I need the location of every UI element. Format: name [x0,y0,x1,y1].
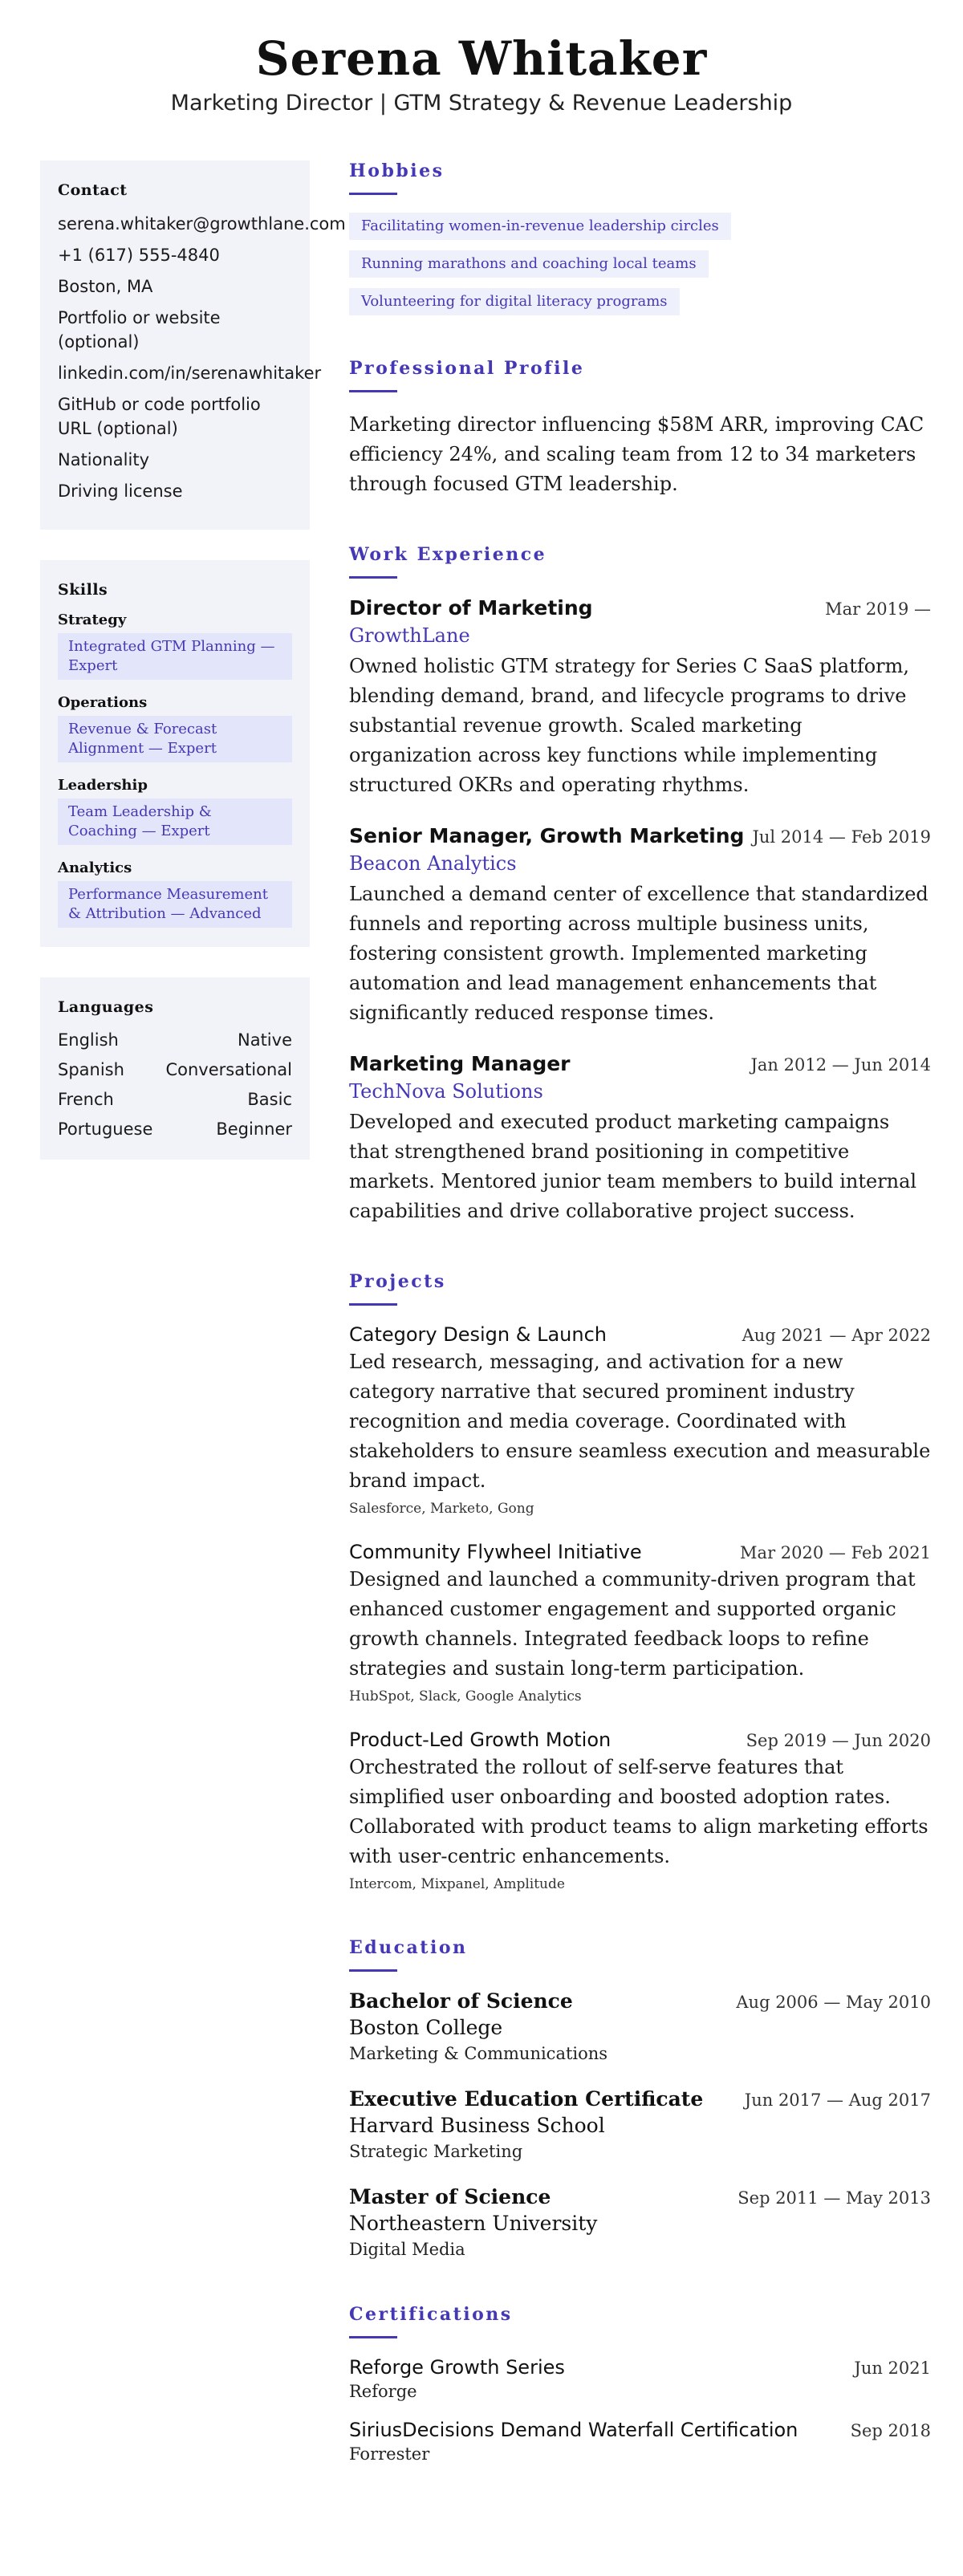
project-dates: Mar 2020 — Feb 2021 [740,1543,931,1562]
job-description: Developed and executed product marketing campaigns that strengthened brand positioning in competitive markets. Mentored junior team members to build internal capabilities and drive collaborative project success. [349,1111,917,1222]
experience-entry [349,1052,931,1226]
contact-linkedin[interactable]: linkedin.com/in/serenawhitaker [58,364,322,383]
certification-entry [349,2356,931,2401]
candidate-headline: Marketing Director | GTM Strategy & Revenue Leadership [170,90,793,116]
company-name: Beacon Analytics [349,852,517,875]
hobby-chip: Facilitating women-in-revenue leadership circles [349,213,731,240]
education-dates: Aug 2006 — May 2010 [736,1993,931,2012]
projects-section [349,1271,931,1892]
language-name: French [58,1090,114,1109]
hobby-chip: Running marathons and coaching local teams [349,250,709,278]
degree-name: Executive Education Certificate [349,2087,704,2111]
education-section [349,1937,931,2259]
school-name: Harvard Business School [349,2114,605,2137]
project-tools: HubSpot, Slack, Google Analytics [349,1688,582,1704]
language-level: Native [238,1030,292,1050]
education-dates: Sep 2011 — May 2013 [737,2188,931,2208]
section-title: Projects [349,1271,446,1292]
contact-github[interactable]: GitHub or code portfolio URL (optional) [58,395,261,438]
company-name: GrowthLane [349,624,470,647]
contact-email[interactable]: serena.whitaker@growthlane.com [58,214,346,234]
project-tools: Intercom, Mixpanel, Amplitude [349,1876,565,1892]
certification-issuer: Reforge [349,2382,417,2401]
skill-chip: Integrated GTM Planning — Expert [58,633,292,680]
language-level: Conversational [165,1060,292,1079]
languages-title: Languages [58,998,154,1016]
resume-header [0,0,963,120]
section-title: Professional Profile [349,358,585,379]
certification-entry [349,2419,931,2464]
certification-name: Reforge Growth Series [349,2356,565,2379]
main-column [349,160,931,2481]
project-dates: Sep 2019 — Jun 2020 [746,1731,931,1750]
profile-section [349,358,931,499]
language-row [58,1058,292,1081]
language-name: Spanish [58,1060,124,1079]
section-divider [349,2336,397,2338]
certification-date: Jun 2021 [854,2359,931,2378]
job-dates: Jan 2012 — Jun 2014 [750,1055,931,1075]
education-entry [349,2087,931,2161]
project-name: Product-Led Growth Motion [349,1729,612,1751]
company-name: TechNova Solutions [349,1080,543,1103]
skill-group-label: Strategy [58,611,127,628]
sidebar [40,160,346,1190]
project-name: Category Design & Launch [349,1323,607,1346]
language-row [58,1118,292,1140]
field-of-study: Digital Media [349,2240,465,2259]
job-dates: Mar 2019 — [825,599,931,619]
field-of-study: Marketing & Communications [349,2044,608,2063]
profile-summary: Marketing director influencing $58M ARR, improving CAC efficiency 24%, and scaling team from 12 to 34 marketers through focused GTM leadership. [349,413,924,495]
job-title: Director of Marketing [349,596,593,620]
job-description: Launched a demand center of excellence that standardized funnels and reporting across multiple business units, fostering consistent growth. Implemented marketing automation and lead management enhancements that significantly reduced response times. [349,883,928,1024]
skill-group [58,694,292,762]
section-divider [349,1303,397,1306]
candidate-name: Serena Whitaker [255,31,708,86]
skills-title: Skills [58,581,108,599]
project-entry [349,1323,931,1517]
skill-group [58,859,292,928]
education-entry [349,1989,931,2063]
certification-name: SiriusDecisions Demand Waterfall Certification [349,2419,798,2441]
certification-issuer: Forrester [349,2444,430,2464]
section-divider [349,1969,397,1972]
skill-chip: Team Leadership & Coaching — Expert [58,798,292,845]
project-description: Led research, messaging, and activation for a new category narrative that secured prominent industry recognition and media coverage. Coordinated with stakeholders to ensure seamless execution and measurable brand impact. [349,1351,931,1492]
project-dates: Aug 2021 — Apr 2022 [742,1326,931,1345]
languages-panel [40,977,310,1160]
experience-entry [349,596,931,800]
school-name: Boston College [349,2016,503,2039]
language-row [58,1029,292,1051]
skill-group-label: Leadership [58,777,148,794]
skill-group-label: Analytics [58,859,132,876]
hobby-chip: Volunteering for digital literacy programs [349,288,680,315]
experience-entry [349,824,931,1028]
skill-chip: Revenue & Forecast Alignment — Expert [58,716,292,762]
language-row [58,1088,292,1111]
experience-section [349,544,931,1226]
education-dates: Jun 2017 — Aug 2017 [744,2090,931,2110]
degree-name: Bachelor of Science [349,1989,573,2013]
degree-name: Master of Science [349,2185,551,2208]
section-title: Certifications [349,2304,513,2325]
job-description: Owned holistic GTM strategy for Series C SaaS platform, blending demand, brand, and lifecycle programs to drive substantial revenue growth. Scaled marketing organization across key functions while implementing structured OKRs and operating rhythms. [349,655,910,796]
contact-driving-license: Driving license [58,481,183,501]
section-title: Education [349,1937,468,1958]
field-of-study: Strategic Marketing [349,2142,523,2161]
language-name: English [58,1030,119,1050]
certifications-section [349,2304,931,2464]
language-level: Basic [247,1090,292,1109]
skill-chip: Performance Measurement & Attribution — Advanced [58,881,292,928]
section-title: Work Experience [349,544,547,565]
project-entry [349,1541,931,1704]
job-title: Marketing Manager [349,1052,571,1075]
skill-group [58,611,292,680]
section-title: Hobbies [349,160,445,181]
contact-phone[interactable]: +1 (617) 555-4840 [58,246,220,265]
contact-portfolio[interactable]: Portfolio or website (optional) [58,308,221,351]
project-description: Orchestrated the rollout of self-serve features that simplified user onboarding and boosted adoption rates. Collaborated with product teams to align marketing efforts with user-centric enhancements. [349,1756,928,1867]
job-title: Senior Manager, Growth Marketing [349,824,745,847]
education-entry [349,2185,931,2259]
certification-date: Sep 2018 [850,2421,931,2440]
contact-title: Contact [58,181,128,199]
language-name: Portuguese [58,1119,153,1139]
language-level: Beginner [216,1119,292,1139]
job-dates: Jul 2014 — Feb 2019 [752,827,931,847]
project-description: Designed and launched a community-driven program that enhanced customer engagement and supported organic growth channels. Integrated feedback loops to refine strategies and sustain long-term participation. [349,1568,916,1680]
section-divider [349,576,397,579]
section-divider [349,390,397,392]
contact-nationality: Nationality [58,450,150,469]
section-divider [349,193,397,195]
resume-body [0,120,963,2560]
contact-location: Boston, MA [58,277,153,296]
school-name: Northeastern University [349,2212,598,2235]
skills-panel [40,560,310,947]
contact-panel [40,160,346,530]
skill-group [58,777,292,845]
project-tools: Salesforce, Marketo, Gong [349,1501,534,1517]
project-name: Community Flywheel Initiative [349,1541,642,1563]
skill-group-label: Operations [58,694,148,711]
project-entry [349,1729,931,1892]
hobbies-section [349,160,931,326]
